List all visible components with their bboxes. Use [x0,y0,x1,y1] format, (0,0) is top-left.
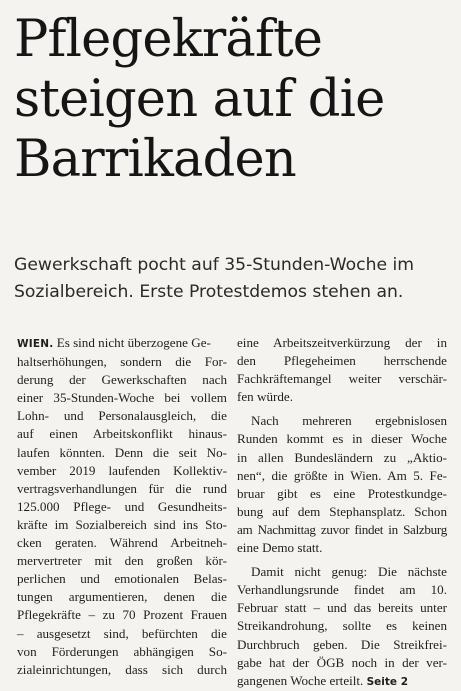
article-line: Februar statt – und das bereits unter [237,600,447,616]
article-line: – ausgesetzt sind, befürchten die [17,625,227,641]
page-reference: Seite 2 [366,675,408,688]
article-line: Damit nicht genug: Die nächste [251,564,447,580]
article-line: eine Demo statt. [237,540,323,556]
article-line: kräfte im Sozialbereich sind ins Sto- [17,516,227,532]
article-line: Nach mehreren ergebnislosen [251,413,447,429]
article-line: in allen Bundesländern zu „Aktio- [237,449,447,465]
article-line [237,672,447,691]
article-line: Durchbruch geben. Die Streikfrei- [237,636,447,652]
subheadline-line: Sozialbereich. Erste Protestdemos stehen an. [14,282,404,302]
article-line: bruar gibt es eine Protestkundge- [237,485,447,501]
article-column-right [237,334,447,691]
article-line: gabe hat der ÖGB noch in der ver- [237,654,447,670]
article-line: einer 35-Stunden-Woche bei vollem [17,390,227,406]
article-line: am Nachmittag zuvor findet in Salzburg [237,521,447,537]
article-line: mervertreter mit den großen kör- [17,553,227,569]
article-line: perlichen und emotionalen Belas- [17,571,227,587]
article-line: cken geraten. Während Arbeitneh- [17,535,227,551]
article-line-text: gangenen Woche erteilt. [237,672,364,688]
headline-line: Pflegekräfte [14,10,323,69]
article-line: tungen argumentieren, denen die [17,589,227,605]
article-line: Pflegekräfte – zu 70 Prozent Frauen [17,607,227,623]
subheadline-line: Gewerkschaft pocht auf 35-Stunden-Woche im [14,255,415,275]
article-line: derung der Gewerkschaften nach [17,372,227,388]
article-line: Lohn- und Personalausgleich, die [17,408,227,424]
article-line: vember 2019 laufenden Kollektiv- [17,462,227,478]
article-line: von Förderungen abhängigen So- [17,643,227,659]
article-line: den Pflegeheimen herrschende [237,353,447,369]
subheadline [14,252,454,306]
dateline: WIEN. [17,338,54,350]
article-line: Streikandrohung, sollte es keinen [237,618,447,634]
article-line-text: Es sind nicht überzogene Ge- [53,335,211,350]
article-line: zialeinrichtungen, dass sich durch [17,661,227,677]
article-line: Runden kommt es in dieser Woche [237,431,447,447]
article-line: laufen könnten. Denn die seit No- [17,444,227,460]
article-line: auf einen Arbeitskonflikt hinaus- [17,426,227,442]
headline-line: steigen auf die [14,70,385,129]
headline [14,10,454,190]
article-line: haltserhöhungen, sondern die For- [17,354,227,370]
article-line: bung auf dem Stephansplatz. Schon [237,503,447,519]
headline-line: Barrikaden [14,130,296,189]
article-line: vertragsverhandlungen für die rund [17,480,227,496]
article-column-left [17,334,227,679]
article-line: Fachkräftemangel weiter verschär- [237,371,447,387]
article-line: Verhandlungsrunde findet am 10. [237,582,447,598]
article-line: fen würde. [237,389,293,405]
article-line [17,334,227,353]
article-line: 125.000 Pflege- und Gesundheits- [17,498,227,514]
article-line: eine Arbeitszeitverkürzung der in [237,335,447,350]
article-line: nen“, die größte in Wien. Am 5. Fe- [237,467,447,483]
